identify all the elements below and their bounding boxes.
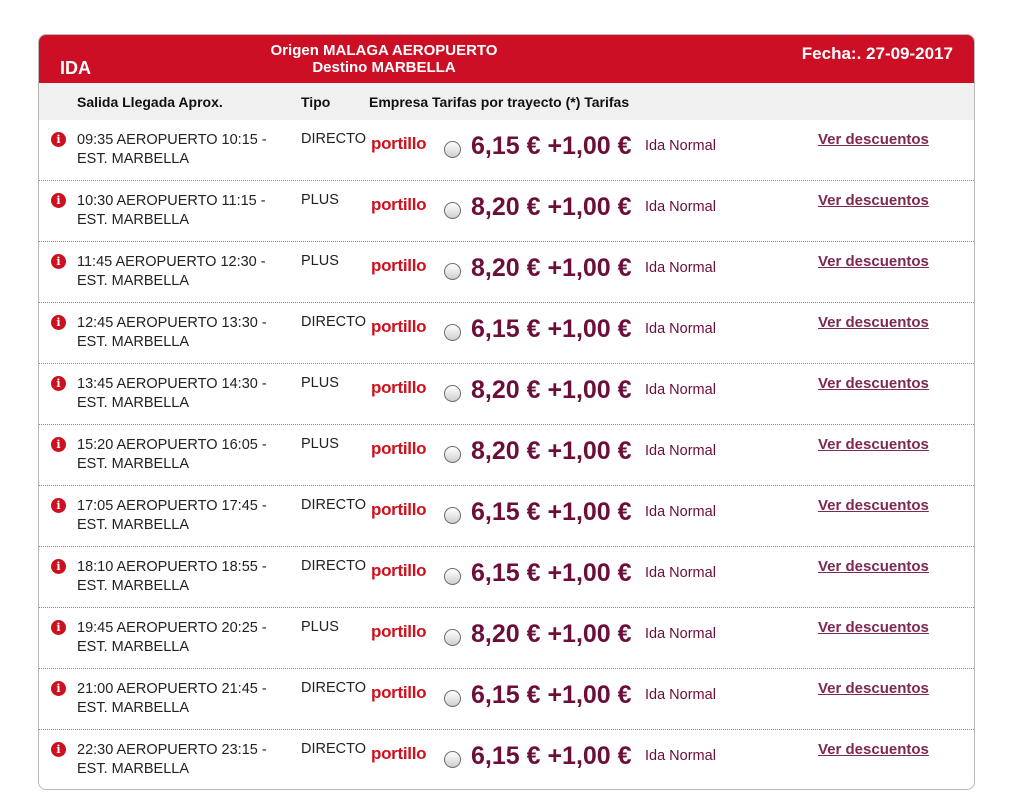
schedule-times bbox=[77, 253, 292, 291]
company-logo: portillo bbox=[371, 439, 427, 458]
info-icon[interactable]: i bbox=[51, 681, 66, 696]
departure-arrival: 13:45 AEROPUERTO 14:30 - bbox=[77, 376, 267, 392]
departure-arrival: 21:00 AEROPUERTO 21:45 - bbox=[77, 681, 267, 697]
fare-type: Ida Normal bbox=[645, 565, 716, 581]
schedule-times bbox=[77, 680, 292, 718]
service-type: PLUS bbox=[301, 192, 339, 208]
info-icon[interactable]: i bbox=[51, 254, 66, 269]
fare-radio[interactable] bbox=[444, 568, 461, 585]
company-logo: portillo bbox=[371, 134, 427, 153]
fare-radio[interactable] bbox=[444, 202, 461, 219]
destination-stop: EST. MARBELLA bbox=[77, 334, 190, 350]
panel-header bbox=[39, 35, 974, 83]
departure-arrival: 09:35 AEROPUERTO 10:15 - bbox=[77, 132, 267, 148]
info-icon[interactable]: i bbox=[51, 132, 66, 147]
discounts-link[interactable]: Ver descuentos bbox=[818, 375, 929, 392]
schedule-list bbox=[39, 120, 974, 790]
discounts-link[interactable]: Ver descuentos bbox=[818, 558, 929, 575]
schedule-row bbox=[39, 547, 974, 608]
discounts-link[interactable]: Ver descuentos bbox=[818, 619, 929, 636]
departure-arrival: 22:30 AEROPUERTO 23:15 - bbox=[77, 742, 267, 758]
discounts-link[interactable]: Ver descuentos bbox=[818, 131, 929, 148]
destination-stop: EST. MARBELLA bbox=[77, 517, 190, 533]
fare-type: Ida Normal bbox=[645, 504, 716, 520]
fare-radio[interactable] bbox=[444, 324, 461, 341]
service-type: DIRECTO bbox=[301, 131, 366, 147]
discounts-link[interactable]: Ver descuentos bbox=[818, 497, 929, 514]
discounts-link[interactable]: Ver descuentos bbox=[818, 253, 929, 270]
departure-arrival: 11:45 AEROPUERTO 12:30 - bbox=[77, 254, 266, 270]
fare-type: Ida Normal bbox=[645, 748, 716, 764]
schedule-row bbox=[39, 303, 974, 364]
schedule-row bbox=[39, 181, 974, 242]
fare-price: 6,15 € +1,00 € bbox=[471, 498, 632, 526]
discounts-link[interactable]: Ver descuentos bbox=[818, 680, 929, 697]
company-logo: portillo bbox=[371, 561, 427, 580]
schedule-times bbox=[77, 497, 292, 535]
fare-type: Ida Normal bbox=[645, 321, 716, 337]
service-type: PLUS bbox=[301, 253, 339, 269]
info-icon[interactable]: i bbox=[51, 376, 66, 391]
fare-price: 6,15 € +1,00 € bbox=[471, 132, 632, 160]
service-type: PLUS bbox=[301, 436, 339, 452]
schedule-times bbox=[77, 436, 292, 474]
destination-stop: EST. MARBELLA bbox=[77, 273, 190, 289]
fare-type: Ida Normal bbox=[645, 260, 716, 276]
service-type: DIRECTO bbox=[301, 741, 366, 757]
date-label: Fecha:. 27-09-2017 bbox=[801, 44, 953, 63]
column-header bbox=[39, 83, 974, 120]
schedule-times bbox=[77, 131, 292, 169]
departure-arrival: 17:05 AEROPUERTO 17:45 - bbox=[77, 498, 267, 514]
schedule-row bbox=[39, 242, 974, 303]
discounts-link[interactable]: Ver descuentos bbox=[818, 436, 929, 453]
fare-price: 6,15 € +1,00 € bbox=[471, 681, 632, 709]
schedule-times bbox=[77, 558, 292, 596]
company-logo: portillo bbox=[371, 378, 427, 397]
destination-stop: EST. MARBELLA bbox=[77, 639, 190, 655]
fare-price: 8,20 € +1,00 € bbox=[471, 437, 632, 465]
destination-stop: EST. MARBELLA bbox=[77, 212, 190, 228]
fare-radio[interactable] bbox=[444, 141, 461, 158]
destination-stop: EST. MARBELLA bbox=[77, 151, 190, 167]
schedule-row bbox=[39, 120, 974, 181]
origin-label: Origen MALAGA AEROPUERTO bbox=[270, 42, 498, 59]
service-type: DIRECTO bbox=[301, 497, 366, 513]
direction-label: IDA bbox=[60, 58, 91, 78]
departure-arrival: 18:10 AEROPUERTO 18:55 - bbox=[77, 559, 267, 575]
fare-radio[interactable] bbox=[444, 263, 461, 280]
destination-stop: EST. MARBELLA bbox=[77, 700, 190, 716]
departure-arrival: 10:30 AEROPUERTO 11:15 - bbox=[77, 193, 266, 209]
route-info bbox=[209, 42, 559, 76]
fare-radio[interactable] bbox=[444, 507, 461, 524]
schedule-row bbox=[39, 608, 974, 669]
column-empresa: Empresa Tarifas por trayecto (*) Tarifas bbox=[369, 94, 630, 110]
company-logo: portillo bbox=[371, 622, 427, 641]
fare-radio[interactable] bbox=[444, 446, 461, 463]
info-icon[interactable]: i bbox=[51, 620, 66, 635]
destination-stop: EST. MARBELLA bbox=[77, 456, 190, 472]
info-icon[interactable]: i bbox=[51, 559, 66, 574]
info-icon[interactable]: i bbox=[51, 315, 66, 330]
departure-arrival: 15:20 AEROPUERTO 16:05 - bbox=[77, 437, 267, 453]
schedule-times bbox=[77, 375, 292, 413]
schedule-times bbox=[77, 314, 292, 352]
fare-radio[interactable] bbox=[444, 690, 461, 707]
schedule-row bbox=[39, 364, 974, 425]
schedule-row bbox=[39, 730, 974, 790]
fare-type: Ida Normal bbox=[645, 443, 716, 459]
fare-price: 6,15 € +1,00 € bbox=[471, 559, 632, 587]
schedule-times bbox=[77, 741, 292, 779]
fare-price: 8,20 € +1,00 € bbox=[471, 376, 632, 404]
schedule-row bbox=[39, 669, 974, 730]
fare-radio[interactable] bbox=[444, 385, 461, 402]
fare-price: 6,15 € +1,00 € bbox=[471, 315, 632, 343]
discounts-link[interactable]: Ver descuentos bbox=[818, 192, 929, 209]
schedule-row bbox=[39, 425, 974, 486]
destination-stop: EST. MARBELLA bbox=[77, 395, 190, 411]
service-type: PLUS bbox=[301, 375, 339, 391]
service-type: DIRECTO bbox=[301, 680, 366, 696]
destination-stop: EST. MARBELLA bbox=[77, 761, 190, 777]
info-icon[interactable]: i bbox=[51, 742, 66, 757]
column-tipo: Tipo bbox=[301, 94, 331, 110]
service-type: DIRECTO bbox=[301, 314, 366, 330]
discounts-link[interactable]: Ver descuentos bbox=[818, 314, 929, 331]
fare-price: 6,15 € +1,00 € bbox=[471, 742, 632, 770]
service-type: DIRECTO bbox=[301, 558, 366, 574]
destination-stop: EST. MARBELLA bbox=[77, 578, 190, 594]
company-logo: portillo bbox=[371, 744, 427, 763]
schedule-times bbox=[77, 192, 292, 230]
departure-arrival: 12:45 AEROPUERTO 13:30 - bbox=[77, 315, 267, 331]
fare-price: 8,20 € +1,00 € bbox=[471, 193, 632, 221]
info-icon[interactable]: i bbox=[51, 193, 66, 208]
company-logo: portillo bbox=[371, 195, 427, 214]
fare-type: Ida Normal bbox=[645, 199, 716, 215]
column-salida: Salida Llegada Aprox. bbox=[77, 94, 223, 110]
schedule-times bbox=[77, 619, 292, 657]
fare-type: Ida Normal bbox=[645, 687, 716, 703]
company-logo: portillo bbox=[371, 683, 427, 702]
company-logo: portillo bbox=[371, 500, 427, 519]
schedule-row bbox=[39, 486, 974, 547]
fare-type: Ida Normal bbox=[645, 382, 716, 398]
fare-type: Ida Normal bbox=[645, 626, 716, 642]
info-icon[interactable]: i bbox=[51, 437, 66, 452]
fare-radio[interactable] bbox=[444, 751, 461, 768]
fare-price: 8,20 € +1,00 € bbox=[471, 620, 632, 648]
departure-arrival: 19:45 AEROPUERTO 20:25 - bbox=[77, 620, 267, 636]
fare-type: Ida Normal bbox=[645, 138, 716, 154]
destination-label: Destino MARBELLA bbox=[312, 59, 456, 76]
fare-price: 8,20 € +1,00 € bbox=[471, 254, 632, 282]
service-type: PLUS bbox=[301, 619, 339, 635]
company-logo: portillo bbox=[371, 256, 427, 275]
company-logo: portillo bbox=[371, 317, 427, 336]
fare-radio[interactable] bbox=[444, 629, 461, 646]
info-icon[interactable]: i bbox=[51, 498, 66, 513]
schedule-panel bbox=[38, 34, 975, 790]
discounts-link[interactable]: Ver descuentos bbox=[818, 741, 929, 758]
